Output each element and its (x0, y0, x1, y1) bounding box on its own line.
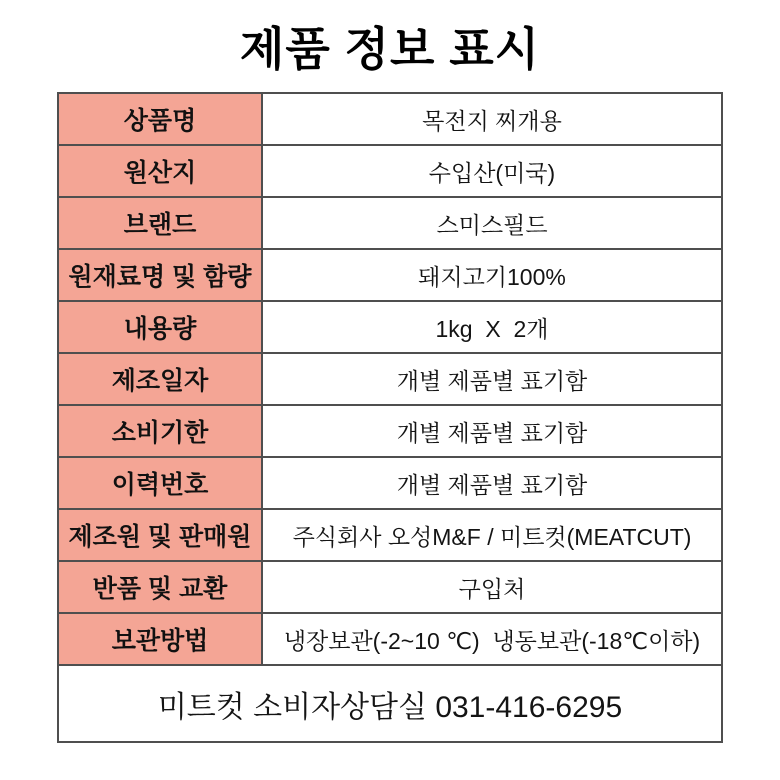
table-row (59, 354, 721, 406)
row-value: 1kg X 2개 (435, 315, 549, 342)
row-value: 수입산(미국) (428, 159, 556, 186)
row-value: 목전지 찌개용 (422, 107, 562, 134)
customer-service-footer: 미트컷 소비자상담실 031-416-6295 (157, 690, 623, 724)
row-label: 소비기한 (59, 406, 263, 456)
table-rows-container (59, 94, 721, 666)
row-label: 상품명 (59, 94, 263, 144)
row-value: 주식회사 오성M&F / 미트컷(MEATCUT) (292, 523, 692, 550)
table-row (59, 458, 721, 510)
row-label: 내용량 (59, 302, 263, 352)
table-row (59, 146, 721, 198)
table-row (59, 406, 721, 458)
row-label: 원산지 (59, 146, 263, 196)
table-row (59, 250, 721, 302)
row-value: 개별 제품별 표기함 (396, 471, 588, 498)
row-value: 구입처 (458, 575, 526, 602)
row-label: 원재료명 및 함량 (59, 250, 263, 300)
row-label: 반품 및 교환 (59, 562, 263, 612)
row-label: 이력번호 (59, 458, 263, 508)
row-label: 제조일자 (59, 354, 263, 404)
table-row (59, 94, 721, 146)
row-label: 브랜드 (59, 198, 263, 248)
row-value: 냉장보관(-2~10 ℃) 냉동보관(-18℃이하) (283, 627, 701, 654)
title-bar (0, 0, 780, 92)
table-row (59, 614, 721, 666)
table-row (59, 510, 721, 562)
row-value: 개별 제품별 표기함 (396, 367, 588, 394)
table-row (59, 302, 721, 354)
row-label: 제조원 및 판매원 (59, 510, 263, 560)
table-row (59, 562, 721, 614)
table-row (59, 198, 721, 250)
row-value: 스미스필드 (436, 211, 548, 238)
row-label: 보관방법 (59, 614, 263, 664)
row-value: 개별 제품별 표기함 (396, 419, 588, 446)
page-title: 제품 정보 표시 (239, 23, 541, 75)
product-info-table (57, 92, 723, 743)
row-value: 돼지고기100% (418, 263, 566, 290)
